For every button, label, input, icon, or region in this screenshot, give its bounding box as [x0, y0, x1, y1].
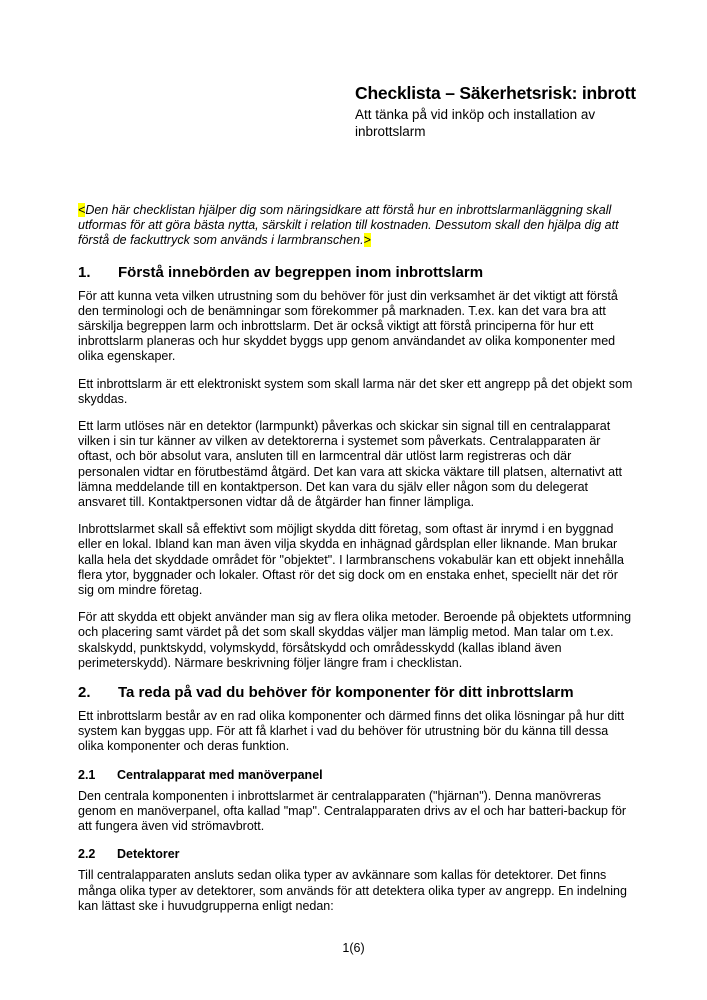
section-1-paragraph-1: För att kunna veta vilken utrustning som du behöver för just din verksamhet är det viktigt att förstå den terminologi och de benämningar som förekommer på marknaden. T.ex. kan det vara bra att särskilja begreppen larm och inbrottslarm. Det är också viktigt att förstå principerna för hur ett inbrottslarm planeras och hur skyddet byggs upp genom användandet av olika komponenter med olika egenskaper.: [78, 288, 618, 364]
intro-note: [78, 203, 636, 249]
subsection-2-1-number: 2.1: [78, 767, 96, 782]
section-1-paragraph-2: Ett inbrottslarm är ett elektroniskt system som skall larma när det sker ett angrepp på det objekt som skyddas.: [78, 376, 633, 406]
subsection-2-2-title: Detektorer: [117, 847, 180, 862]
subsection-2-1-heading: [78, 767, 636, 783]
section-1-paragraph-3: Ett larm utlöses när en detektor (larmpunkt) påverkas och skickar sin signal till en centralapparat vilken i sin tur känner av vilken av detektorerna i systemet som påverkats. Centralapparaten är oftast, och bör absolut vara, ansluten till en larmcentral där utlöst larm registreras och där personalen vidtar en förutbestämd åtgärd. Det kan vara att skicka väktare till platsen, alternativt att lämna meddelande till en kontaktperson. Det kan vara du själv eller någon som du delegerat ansvaret till. Kontaktpersonen vidtar då de åtgärder han finner lämpliga.: [78, 419, 623, 510]
section-1-paragraph-5: För att skydda ett objekt använder man sig av flera olika metoder. Beroende på objektets utformning och placering samt värdet på det som skall skyddas väljer man lämplig metod. Man talar om t.ex. skalskydd, punktskydd, volymskydd, försåtskydd och områdesskydd (kallas ibland även perimeterskydd). Närmare beskrivning följer längre fram i checklistan.: [78, 610, 632, 670]
section-2-paragraph-1: Ett inbrottslarm består av en rad olika komponenter och därmed finns det olika lösningar på hur ditt system kan byggas upp. För att få klarhet i vad du behöver för utrustning bör du känna till dessa olika komponenter och deras funktion.: [78, 709, 625, 754]
subsection-2-2-number: 2.2: [78, 847, 96, 862]
highlight-open-bracket: <: [78, 203, 86, 217]
section-1-heading: [78, 263, 636, 282]
subsection-2-1-paragraph-1: Den centrala komponenten i inbrottslarmet är centralapparaten ("hjärnan"). Denna manövreras genom en manöverpanel, ofta kallad "map". Centralapparaten drivs av el och har batteri-backup för att fungera även vid strömavbrott.: [78, 788, 627, 834]
subsection-2-2-paragraph-1: Till centralapparaten ansluts sedan olika typer av avkännare som kallas för detektorer. Det finns många olika typer av detektorer, som används för att detektera olika typer av angrepp. En indelning kan lättast ske i huvudgrupperna enligt nedan:: [78, 868, 627, 913]
section-1-paragraph-4: Inbrottslarmet skall så effektivt som möjligt skydda ditt företag, som oftast är inrymd i en byggnad eller en lokal. Ibland kan man även vilja skydda en inhägnad gårdsplan eller liknande. Man brukar kalla hela det skyddade området för "objektet". I larmbranschens vokabulär kan ett objekt innehålla flera ytor, byggnader och lokaler. Oftast rör det sig dock om en enstaka enhet, speciellt när det rör sig om mindre företag.: [78, 522, 624, 598]
document-title: Checklista – Säkerhetsrisk: inbrott: [355, 83, 636, 103]
intro-note-text: Den här checklistan hjälper dig som näringsidkare att förstå hur en inbrottslarmanläggning skall utformas för att göra bästa nytta, särskilt i relation till kostnaden. Dessutom skall den hjälpa dig att förstå de fackuttryck som används i larmbranschen.: [78, 203, 619, 248]
document-subtitle: Att tänka på vid inköp och installation av inbrottslarm: [355, 107, 596, 139]
section-1-number: 1.: [78, 263, 91, 281]
section-2-title: Ta reda på vad du behöver för komponenter för ditt inbrottslarm: [118, 684, 574, 702]
document-header: [355, 83, 655, 140]
document-body: [78, 203, 636, 926]
highlight-close-bracket: >: [363, 233, 371, 248]
section-1-title: Förstå innebörden av begreppen inom inbrottslarm: [118, 263, 484, 281]
section-2-heading: [78, 683, 636, 702]
section-2-number: 2.: [78, 684, 91, 702]
page-number: 1(6): [342, 941, 365, 955]
subsection-2-1-title: Centralapparat med manöverpanel: [117, 767, 323, 782]
subsection-2-2-heading: [78, 846, 636, 862]
